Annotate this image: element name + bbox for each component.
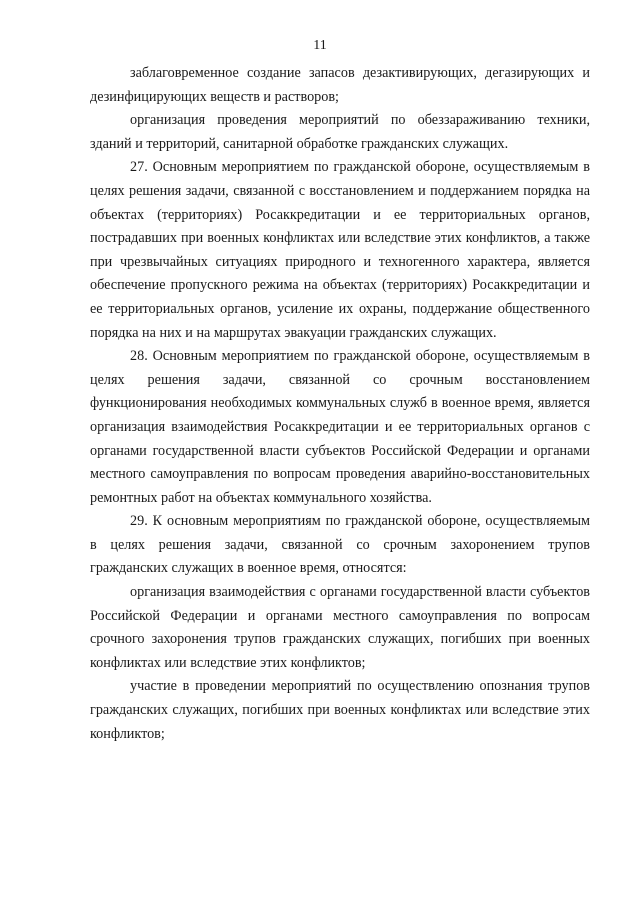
paragraph-decontamination: организация проведения мероприятий по обеззараживанию техники, зданий и территорий, санитарной обработке гражданских служащих. — [90, 112, 590, 152]
paragraph-identification: участие в проведении мероприятий по осуществлению опознания трупов гражданских служащих, погибших при военных конфликтах или вследствие этих конфликтов; — [90, 678, 590, 742]
paragraph-27-order-maintenance: 27. Основным мероприятием по гражданской обороне, осуществляемым в целях решения задачи, связанной с восстановлением и поддержанием порядка на объектах (территориях) Росаккредитации и ее территориальных органов, пострадавших при военных конфликтах или вследствие этих конфликтов, а также при чрезвычайных ситуациях природного и техногенного характера, является обеспечение пропускного режима на объектах (территориях) Росаккредитации и ее территориальных органов, усиление их охраны, поддержание общественного порядка на них и на маршрутах эвакуации гражданских служащих. — [90, 159, 590, 341]
document-body — [90, 62, 590, 746]
paragraph-29-burial-intro: 29. К основным мероприятиям по гражданской обороне, осуществляемым в целях решения задачи, связанной со срочным захоронением трупов гражданских служащих в военное время, относятся: — [90, 513, 590, 577]
paragraph-burial-cooperation: организация взаимодействия с органами государственной власти субъектов Российской Федерации и органами местного самоуправления по вопросам срочного захоронения трупов гражданских служащих, погибших при военных конфликтах или вследствие этих конфликтов; — [90, 584, 590, 671]
paragraph-28-communal-services: 28. Основным мероприятием по гражданской обороне, осуществляемым в целях решения задачи, связанной со срочным восстановлением функционирования необходимых коммунальных служб в военное время, является организация взаимодействия Росаккредитации и ее территориальных органов с органами государственной власти субъектов Российской Федерации и органами местного самоуправления по вопросам проведения аварийно-восстановительных ремонтных работ на объектах коммунального хозяйства. — [90, 348, 590, 506]
page-number: 11 — [313, 38, 327, 53]
paragraph-reserves: заблаговременное создание запасов дезактивирующих, дегазирующих и дезинфицирующих веществ и растворов; — [90, 65, 590, 105]
